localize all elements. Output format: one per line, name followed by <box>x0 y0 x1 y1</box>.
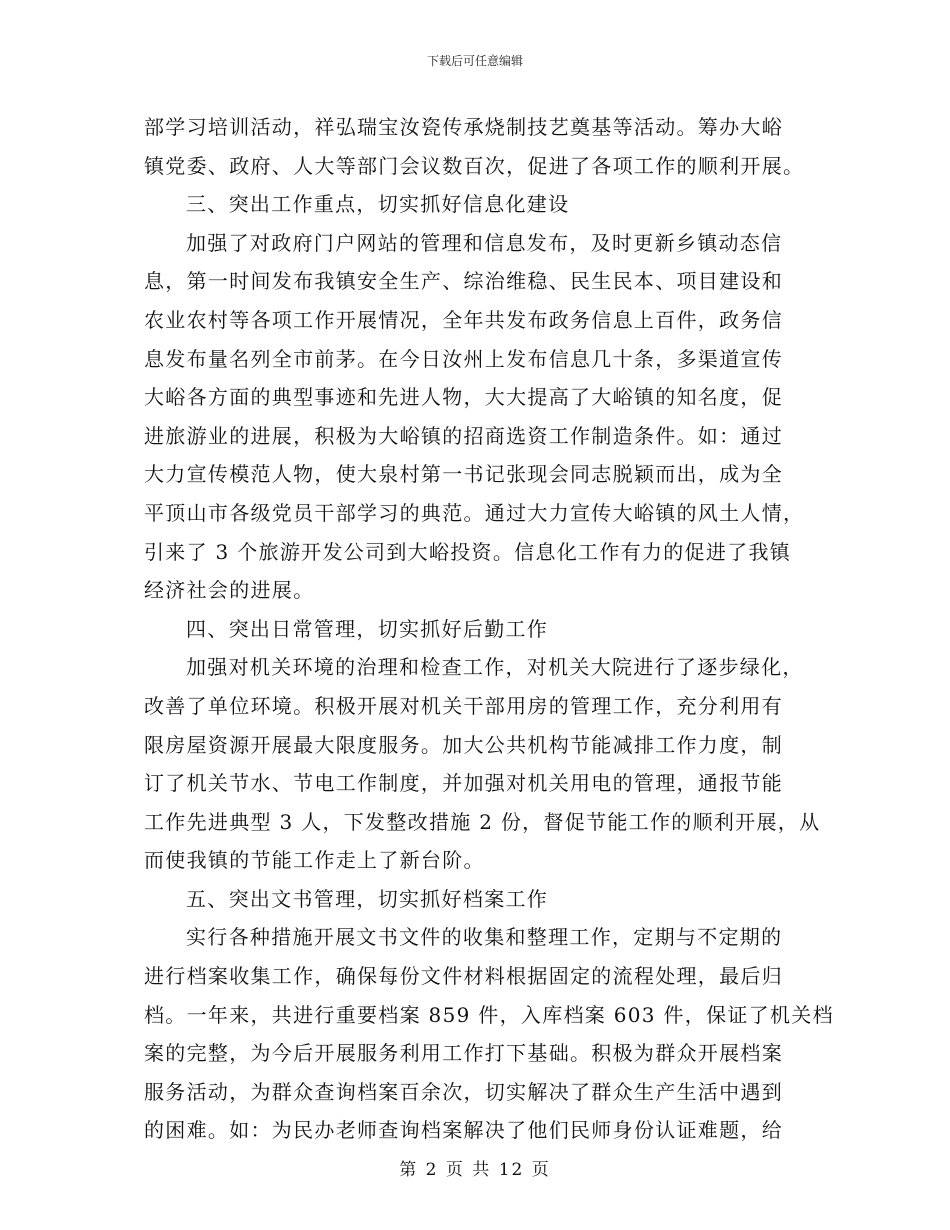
body-line: 加强对机关环境的治理和检查工作，对机关大院进行了逐步绿化， <box>186 655 804 680</box>
body-line: 部学习培训活动，祥弘瑞宝汝瓷传承烧制技艺奠基等活动。筹办大峪 <box>144 115 783 139</box>
body-line: 息，第一时间发布我镇安全生产、综治维稳、民生民本、项目建设和 <box>144 269 783 294</box>
body-line: 五、突出文书管理，切实抓好档案工作 <box>186 886 549 911</box>
body-line: 大峪各方面的典型事迹和先进人物，大大提高了大峪镇的知名度，促 <box>144 385 783 410</box>
body-line: 档。一年来，共进行重要档案 859 件，入库档案 603 件，保证了机关档 <box>144 1002 834 1027</box>
body-line: 改善了单位环境。积极开展对机关干部用房的管理工作，充分利用有 <box>144 693 783 718</box>
body-line: 三、突出工作重点，切实抓好信息化建设 <box>186 192 570 217</box>
body-line: 服务活动，为群众查询档案百余次，切实解决了群众生产生活中遇到 <box>144 1079 783 1104</box>
body-line: 平顶山市各级党员干部学习的典范。通过大力宣传大峪镇的风土人情， <box>144 500 805 525</box>
body-line: 案的完整，为今后开展服务利用工作打下基础。积极为群众开展档案 <box>144 1041 783 1066</box>
body-line: 加强了对政府门户网站的管理和信息发布，及时更新乡镇动态信 <box>186 230 783 255</box>
body-line: 引来了 3 个旅游开发公司到大峪投资。信息化工作有力的促进了我镇 <box>144 539 792 564</box>
page-header: 下载后可任意编辑 <box>426 54 523 68</box>
page-footer: 第 2 页 共 12 页 <box>399 1160 551 1180</box>
body-line: 四、突出日常管理，切实抓好后勤工作 <box>186 616 549 641</box>
body-line: 进旅游业的进展，积极为大峪镇的招商选资工作制造条件。如：通过 <box>144 423 783 448</box>
document-body <box>144 108 834 1150</box>
body-line: 订了机关节水、节电工作制度，并加强对机关用电的管理，通报节能 <box>144 771 783 796</box>
body-line: 限房屋资源开展最大限度服务。加大公共机构节能减排工作力度，制 <box>144 732 783 757</box>
body-line: 农业农村等各项工作开展情况，全年共发布政务信息上百件，政务信 <box>144 307 783 332</box>
body-line: 息发布量名列全市前茅。在今日汝州上发布信息几十条，多渠道宣传 <box>144 346 783 371</box>
body-line: 大力宣传模范人物，使大泉村第一书记张现会同志脱颖而出，成为全 <box>144 462 783 487</box>
body-line: 而使我镇的节能工作走上了新台阶。 <box>144 848 485 873</box>
body-line: 实行各种措施开展文书文件的收集和整理工作，定期与不定期的 <box>186 925 783 950</box>
body-line: 的困难。如：为民办老师查询档案解决了他们民师身份认证难题，给 <box>144 1118 783 1143</box>
body-line: 工作先进典型 3 人，下发整改措施 2 份，督促节能工作的顺利开展，从 <box>144 809 821 834</box>
body-line: 经济社会的进展。 <box>144 578 315 603</box>
body-line: 进行档案收集工作，确保每份文件材料根据固定的流程处理，最后归 <box>144 964 783 989</box>
body-line: 镇党委、政府、人大等部门会议数百次，促进了各项工作的顺利开展。 <box>144 153 805 178</box>
